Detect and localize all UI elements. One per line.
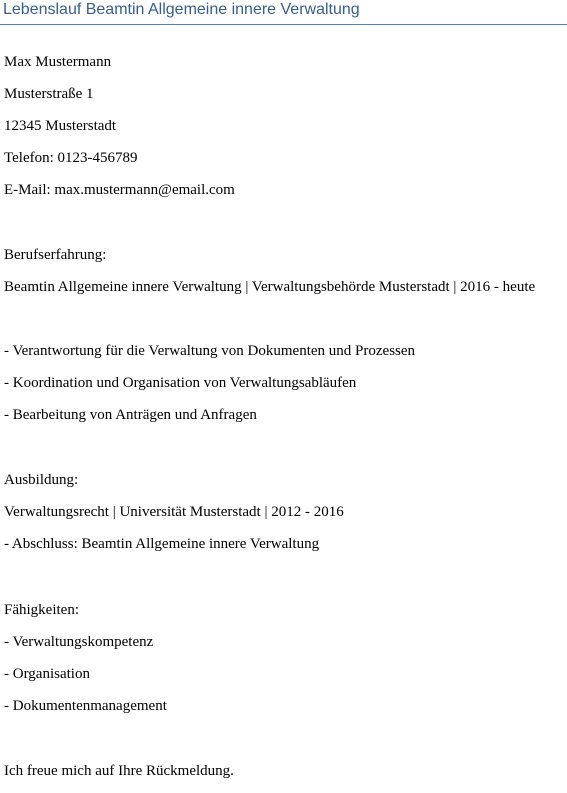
experience-heading: Berufserfahrung:	[4, 247, 107, 263]
title-divider	[0, 24, 567, 25]
contact-city: 12345 Musterstadt	[4, 118, 117, 134]
spacer	[4, 212, 560, 245]
spacer	[4, 728, 560, 761]
education-degree: Verwaltungsrecht | Universität Musterstadt | 2012 - 2016	[4, 504, 344, 520]
skills-item: - Dokumentenmanagement	[4, 698, 167, 714]
skills-item: - Organisation	[4, 666, 90, 682]
education-item: - Abschluss: Beamtin Allgemeine innere Verwaltung	[4, 536, 320, 552]
education-heading: Ausbildung:	[4, 472, 79, 488]
skills-heading: Fähigkeiten:	[4, 602, 79, 618]
contact-phone: Telefon: 0123-456789	[4, 150, 138, 166]
contact-name: Max Mustermann	[4, 54, 112, 70]
spacer	[4, 437, 560, 470]
document-title: Lebenslauf Beamtin Allgemeine innere Verwaltung	[3, 1, 360, 18]
contact-street: Musterstraße 1	[4, 86, 94, 102]
closing-line: Ich freue mich auf Ihre Rückmeldung.	[4, 763, 234, 779]
experience-position: Beamtin Allgemeine innere Verwaltung | Verwaltungsbehörde Musterstadt | 2016 - heute	[4, 279, 536, 295]
experience-item: - Koordination und Organisation von Verwaltungsabläufen	[4, 375, 357, 391]
resume-body	[4, 52, 560, 793]
contact-email: E-Mail: max.mustermann@email.com	[4, 182, 235, 198]
experience-item: - Bearbeitung von Anträgen und Anfragen	[4, 407, 257, 423]
skills-item: - Verwaltungskompetenz	[4, 634, 154, 650]
spacer	[4, 566, 560, 600]
experience-item: - Verantwortung für die Verwaltung von Dokumenten und Prozessen	[4, 343, 416, 359]
